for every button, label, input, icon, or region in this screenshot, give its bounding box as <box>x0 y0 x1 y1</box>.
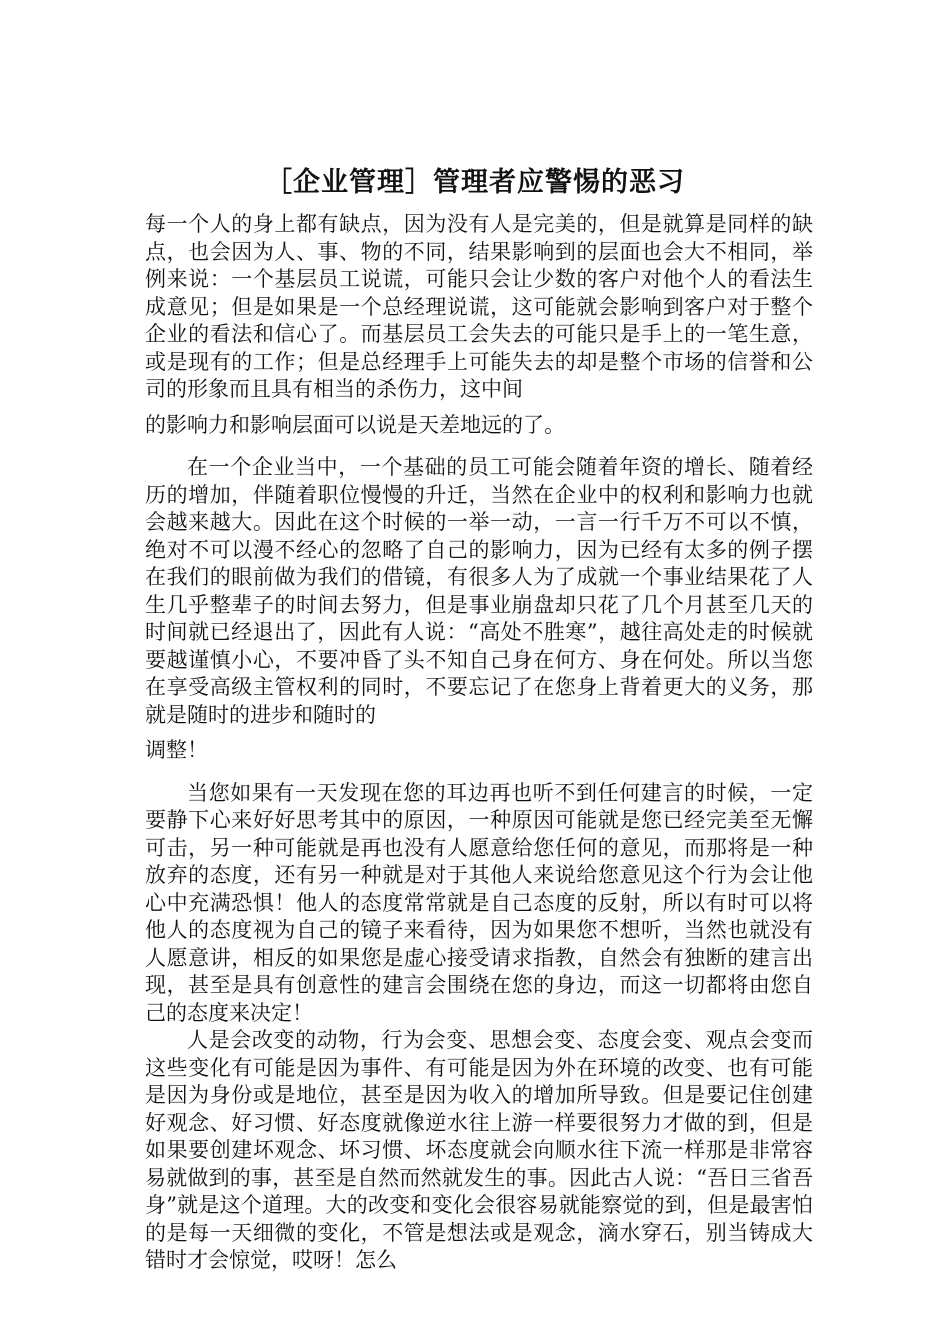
paragraph-2 <box>145 454 813 765</box>
paragraph-3 <box>145 780 813 1028</box>
paragraph-2-tail: 调整！ <box>145 738 208 762</box>
document-body <box>145 211 813 1275</box>
document-title: ［企业管理］管理者应警惕的恶习 <box>265 167 685 198</box>
paragraph-1-text: 每一个人的身上都有缺点，因为没有人是完美的，但是就算是同样的缺点，也会因为人、事、物的不同，结果影响到的层面也会大不相同，举例来说：一个基层员工说谎，可能只会让少数的客户对他个人的看法生成意见；但是如果是一个总经理说谎，这可能就会影响到客户对于整个企业的看法和信心了。而基层员工会失去的可能只是手上的一笔生意，或是现有的工作；但是总经理手上可能失去的却是整个市场的信誉和公司的形象而且具有相当的杀伤力，这中间 <box>145 212 813 401</box>
paragraph-4-text: 人是会改变的动物，行为会变、思想会变、态度会变、观点会变而这些变化有可能是因为事件、有可能是因为外在环境的改变、也有可能是因为身份或是地位，甚至是因为收入的增加所导致。但是要记住创建好观念、好习惯、好态度就像逆水往上游一样要很努力才做的到，但是如果要创建坏观念、坏习惯、坏态度就会向顺水往下流一样那是非常容易就做到的事，甚至是自然而然就发生的事。因此古人说：“吾日三省吾身”就是这个道理。大的改变和变化会很容易就能察觉的到，但是最害怕的是每一天细微的变化，不管是想法或是观念，滴水穿石，别当铸成大错时才会惊觉，哎呀！怎么 <box>145 1028 813 1272</box>
paragraph-3-text: 当您如果有一天发现在您的耳边再也听不到任何建言的时候，一定要静下心来好好思考其中的原因，一种原因可能就是您已经完美至无懈可击，另一种可能就是再也没有人愿意给您任何的意见，而那将是一种放弃的态度，还有另一种就是对于其他人来说给您意见这个行为会让他心中充满恐惧！他人的态度常常就是自己态度的反射，所以有时可以将他人的态度视为自己的镜子来看待，因为如果您不想听，当然也就没有人愿意讲，相反的如果您是虚心接受请求指教，自然会有独断的建言出现，甚至是具有创意性的建言会围绕在您的身边，而这一切都将由您自己的态度来决定！ <box>145 780 813 1025</box>
paragraph-1-tail: 的影响力和影响层面可以说是天差地远的了。 <box>145 412 565 437</box>
paragraph-4 <box>145 1027 813 1275</box>
paragraph-1 <box>145 211 813 439</box>
paragraph-2-text: 在一个企业当中，一个基础的员工可能会随着年资的增长、随着经历的增加，伴随着职位慢慢的升迁，当然在企业中的权利和影响力也就会越来越大。因此在这个时候的一举一动，一言一行千万不可以不慎，绝对不可以漫不经心的忽略了自己的影响力，因为已经有太多的例子摆在我们的眼前做为我们的借镜，有很多人为了成就一个事业结果花了人生几乎整辈子的时间去努力，但是事业崩盘却只花了几个月甚至几天的时间就已经退出了，因此有人说：“高处不胜寒”，越往高处走的时候就要越谨慎小心，不要冲昏了头不知自己身在何方、身在何处。所以当您在享受高级主管权利的同时，不要忘记了在您身上背着更大的义务，那就是随时的进步和随时的 <box>145 455 813 727</box>
